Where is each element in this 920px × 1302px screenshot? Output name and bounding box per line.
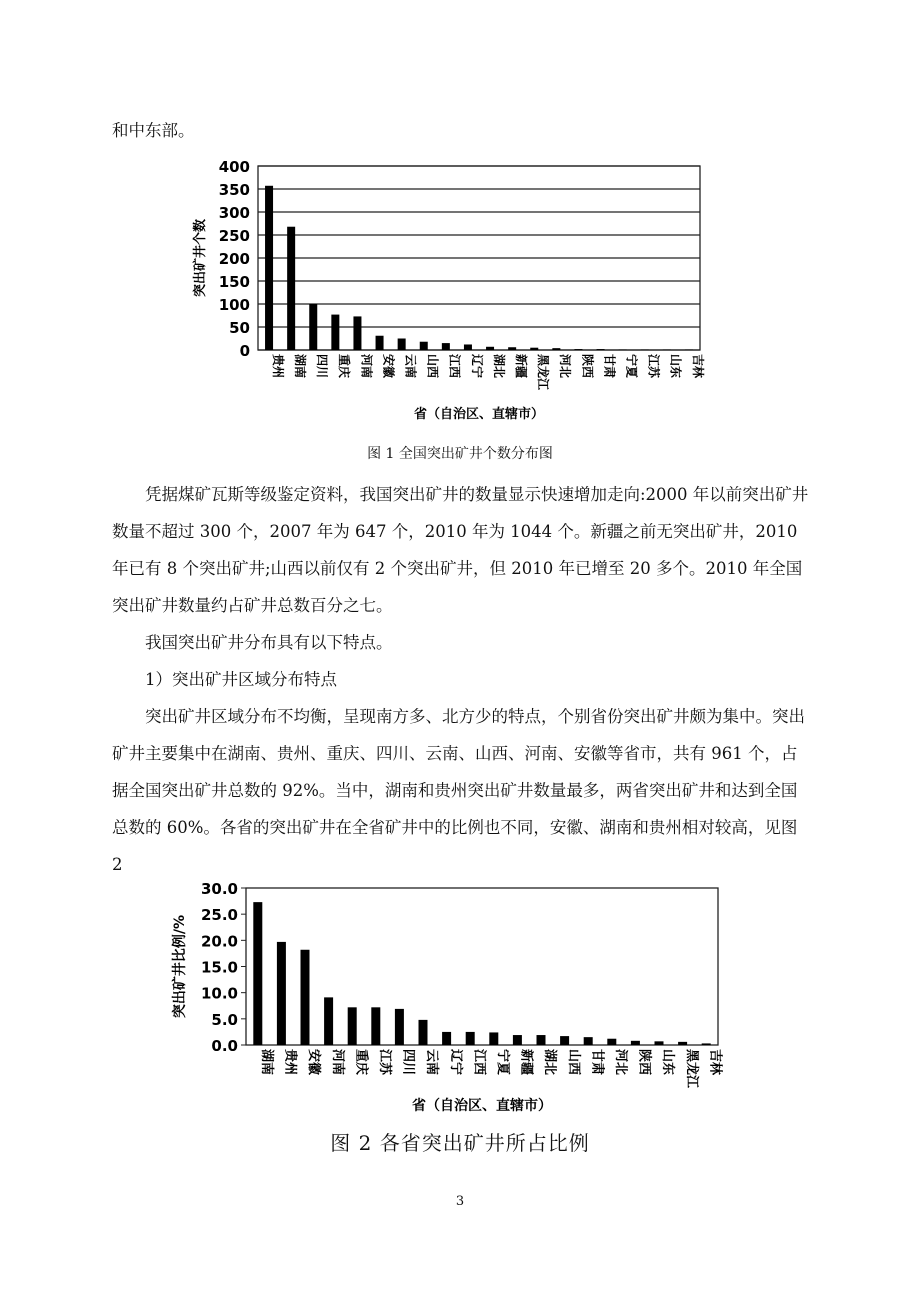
category-label: 辽宁 <box>447 1049 463 1076</box>
bar <box>508 347 516 350</box>
paragraph-features-intro: 我国突出矿井分布具有以下特点。 <box>145 633 393 652</box>
category-label: 湖南 <box>259 1049 274 1076</box>
category-label: 陕西 <box>636 1049 652 1076</box>
category-label: 山西 <box>565 1049 581 1076</box>
category-label: 辽宁 <box>469 354 484 379</box>
category-label: 新疆 <box>513 354 528 379</box>
y-tick-label: 30.0 <box>200 880 238 898</box>
category-label: 黑龙江 <box>683 1049 699 1089</box>
category-label: 新疆 <box>518 1049 534 1076</box>
bar <box>597 349 605 350</box>
bar <box>678 1042 687 1045</box>
x-axis-label: 省（自治区、直辖市） <box>413 407 545 422</box>
y-tick-label: 250 <box>218 227 250 245</box>
y-tick-label: 100 <box>218 296 250 314</box>
y-tick-label: 20.0 <box>200 932 238 951</box>
bar <box>309 304 317 350</box>
bar <box>353 316 361 350</box>
category-label: 重庆 <box>353 1049 369 1076</box>
bar <box>442 1032 451 1045</box>
bar <box>395 1009 404 1045</box>
bar <box>537 1035 546 1045</box>
bar <box>702 1043 711 1045</box>
category-label: 贵州 <box>282 1049 298 1076</box>
bar <box>464 344 472 350</box>
y-tick-label: 0.0 <box>211 1037 238 1055</box>
category-label: 四川 <box>315 354 330 379</box>
bar <box>530 348 538 350</box>
bar <box>277 942 286 1045</box>
category-label: 四川 <box>400 1049 416 1076</box>
category-label: 甘肃 <box>602 354 617 379</box>
bar <box>287 227 295 350</box>
category-label: 江苏 <box>377 1049 392 1076</box>
category-label: 吉林 <box>707 1049 723 1076</box>
category-label: 河南 <box>329 1049 345 1076</box>
bar <box>486 347 494 350</box>
category-label: 江西 <box>471 1049 487 1076</box>
bar <box>655 1041 664 1045</box>
paragraph-data-source: 凭据煤矿瓦斯等级鉴定资料，我国突出矿井的数量显示快速增加走向:2000 年以前突出矿井数量不超过 300 个，2007 年为 647 个，2010 年为 1044 个。新疆之前无突出矿井，2010 年已有 8 个突出矿井;山西以前仅有 2 个突出矿井，但 2010 年已增至 20 多个。2010 年全国突出矿井数量约占矿井总数百分之七。 <box>112 485 809 615</box>
category-label: 山东 <box>660 1049 676 1076</box>
bar <box>376 336 384 350</box>
category-label: 山西 <box>425 354 440 379</box>
bar <box>301 950 310 1045</box>
category-label: 江西 <box>447 354 462 379</box>
bar <box>442 343 450 350</box>
category-label: 吉林 <box>690 354 705 379</box>
category-label: 河南 <box>359 354 374 379</box>
figure-1-caption: 图 1 全国突出矿井个数分布图 <box>367 446 553 462</box>
bar <box>607 1039 616 1045</box>
y-tick-label: 5.0 <box>211 1010 238 1029</box>
bar <box>560 1036 569 1045</box>
bar <box>371 1007 380 1045</box>
bar <box>420 342 428 350</box>
x-axis-label: 省（自治区、直辖市） <box>412 1098 552 1114</box>
y-tick-label: 15.0 <box>200 958 238 977</box>
category-label: 湖北 <box>542 1049 558 1076</box>
category-label: 河北 <box>613 1049 628 1076</box>
bar <box>324 997 333 1045</box>
paragraph-intro-tail: 和中东部。 <box>112 121 195 140</box>
bar <box>489 1032 498 1045</box>
category-label: 甘肃 <box>589 1049 605 1076</box>
y-tick-label: 350 <box>218 181 250 199</box>
y-tick-label: 150 <box>218 273 250 291</box>
bar <box>419 1020 428 1045</box>
category-label: 陕西 <box>580 354 595 379</box>
category-label: 江苏 <box>646 354 661 379</box>
y-axis-label: 突出矿井比例/% <box>172 914 188 1019</box>
section-heading-regional: 1）突出矿井区域分布特点 <box>145 670 337 689</box>
category-label: 贵州 <box>270 354 285 379</box>
bar <box>348 1007 357 1045</box>
y-tick-label: 50 <box>229 319 250 337</box>
y-tick-label: 300 <box>218 204 250 222</box>
bar <box>398 339 406 351</box>
y-tick-label: 200 <box>218 250 250 268</box>
bar <box>552 348 560 350</box>
category-label: 湖南 <box>292 354 307 379</box>
bar <box>265 186 273 350</box>
bar <box>631 1041 640 1045</box>
y-tick-label: 0 <box>239 342 250 360</box>
category-label: 宁夏 <box>624 354 639 379</box>
plot-frame <box>246 888 718 1045</box>
category-label: 湖北 <box>491 354 506 379</box>
y-axis-label: 突出矿井个数 <box>193 218 208 298</box>
category-label: 山东 <box>668 354 683 379</box>
category-label: 宁夏 <box>495 1049 510 1076</box>
y-tick-label: 10.0 <box>200 984 238 1003</box>
y-tick-label: 25.0 <box>200 906 238 925</box>
category-label: 安徽 <box>306 1049 322 1076</box>
figure-2-caption: 图 2 各省突出矿井所占比例 <box>330 1131 590 1155</box>
bar <box>253 902 262 1045</box>
category-label: 黑龙江 <box>536 354 551 391</box>
bar <box>584 1037 593 1045</box>
figure-2-chart <box>168 878 728 1124</box>
bar <box>574 349 582 350</box>
y-tick-label: 400 <box>218 160 250 176</box>
category-label: 河北 <box>558 354 573 379</box>
bar <box>331 315 339 350</box>
figure-1-chart <box>190 160 730 432</box>
category-label: 安徽 <box>381 354 396 379</box>
category-label: 云南 <box>424 1049 440 1076</box>
paragraph-regional: 突出矿井区域分布不均衡，呈现南方多、北方少的特点，个别省份突出矿井颇为集中。突出矿井主要集中在湖南、贵州、重庆、四川、云南、山西、河南、安徽等省市，共有 961 个，占据全国突出矿井总数的 92%。当中，湖南和贵州突出矿井数量最多，两省突出矿井和达到全国总数的 60%。各省的突出矿井在全省矿井中的比例也不同，安徽、湖南和贵州相对较高，见图 2 <box>112 707 805 874</box>
category-label: 云南 <box>403 354 418 379</box>
bar <box>466 1032 475 1045</box>
bar <box>513 1035 522 1045</box>
category-label: 重庆 <box>337 354 352 379</box>
page-number: 3 <box>455 1194 465 1209</box>
